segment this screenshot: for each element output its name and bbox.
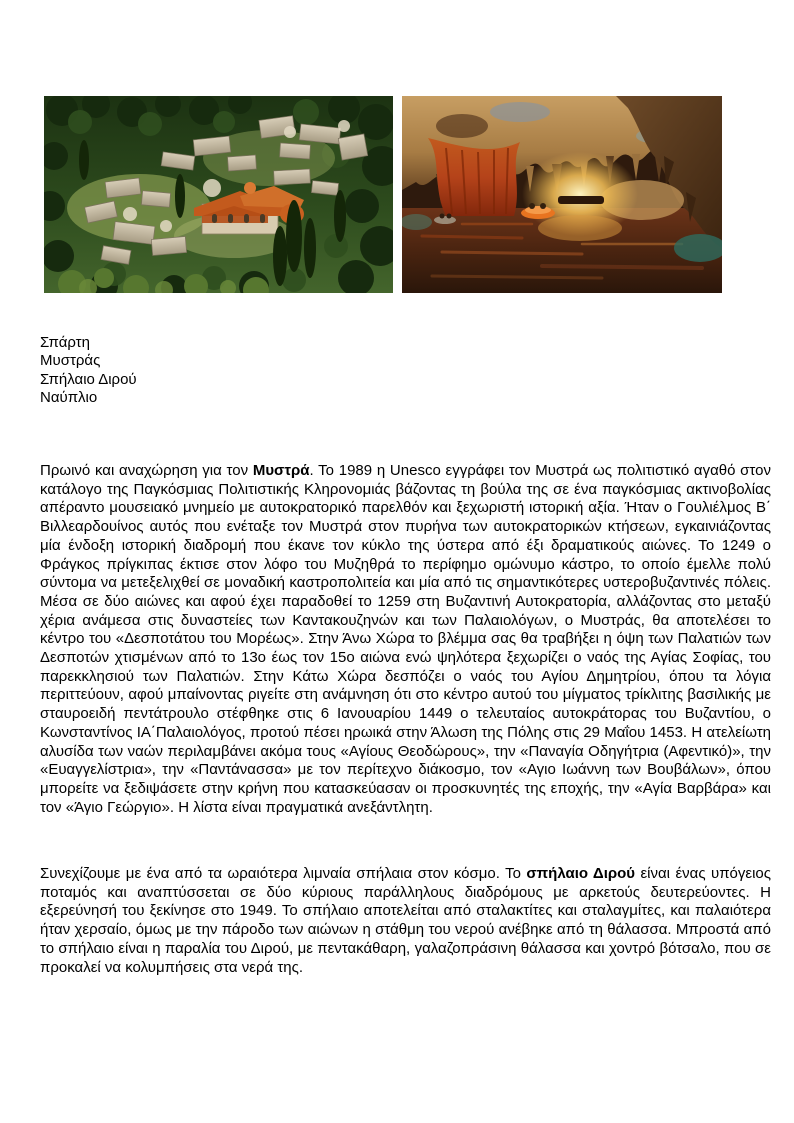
boat-silhouette [558, 196, 604, 204]
itinerary-list [40, 334, 137, 408]
list-item-sparti: Σπάρτη [40, 334, 90, 351]
mystras-aerial-photo [44, 96, 393, 293]
photo-row [44, 96, 722, 293]
list-item-nafplio: Ναύπλιο [40, 389, 98, 407]
list-item-spilaio-dirou: Σπήλαιο Διρού [40, 370, 137, 388]
paragraph-text: Συνεχίζουμε με ένα από τα ωραιότερα λιμναία σπήλαια στον κόσμο. Το [40, 865, 527, 882]
paragraph-text: . Το 1989 η Unesco εγγράφει τον Μυστρά ως πολιτιστικό αγαθό στον κατάλογο της Παγκόσμιας Πολιτιστικής Κληρονομιάς βάζοντας τη βούλα της σε ένα παγκόσμιας ακτινοβολίας απέραντο μουσειακό μνημείο με αυτοκρατορικό παρελθόν και ξεχωριστή ιστορική αξία. Ήταν ο Γουλιέλμος Β΄ Βιλλεαρδουίνος αυτός που ενέταξε τον Μυστρά στον πυρήνα των αυτοκρατορικών κτήσεων, εγκαινιάζοντας μία ένδοξη ιστορική διαδρομή που έκανε τον κύκλο της ύστερα από έξι δραματικούς αιώνες. Το 1249 ο Φράγκος πρίγκιπας έκτισε στον λόφο του Μυζηθρά το περίφημο ομώνυμο κάστρο, το οποίο έμελλε πολύ σύντομα να μετεξελιχθεί σε μοναδική καστροπολιτεία και μία από τις σημαντικότερες υστεροβυζαντινές πόλεις. Μέσα σε δύο αιώνες και αφού έχει παραδοθεί το 1259 στη Βυζαντινή Αυτοκρατορία, αλλάζοντας στο μεταξύ χέρια ανάμεσα στις δυναστείες των Καντακουζηνών και των Παλαιολόγων, ο Μυστράς, θα αποτελέσει το κέντρο του «Δεσποτάτου του Μορέως». Στην Άνω Χώρα το βλέμμα σας θα τραβήξει η όψη των Παλατιών των Δεσποτών χτισμένων από το 13ο έως τον 15ο αιώνα ενώ ψηλότερα ξεχωρίζει ο ναός της Αγίας Σοφίας, του παρεκκλησιού των Παλατιών. Στην Κάτω Χώρα δεσπόζει ο ναός του Αγίου Δημητρίου, όπου τα λόγια περιττεύουν, αφού μπαίνοντας ριγείτε στη ανάμνηση ότι στο κέντρο αυτού του μίγματος τρίκλιτης βασιλικής με σταυροειδή πεντάτρουλο στέφθηκε στις 6 Ιανουαρίου 1449 ο τελευταίος αυτοκράτορας του Βυζαντίου, ο Κωνσταντίνος ΙΑ΄Παλαιολόγος, προτού πέσει ηρωικά στην Άλωση της Πόλης στις 29 Μαΐου 1453. Η ατελείωτη αλυσίδα των ναών περιλαμβάνει ακόμα τους «Αγίους Θεοδώρους», την «Παναγία Οδηγήτρια (Αφεντικό)», την «Ευαγγελίστρια», την «Παντάνασσα» με τον περίτεχνο διάκοσμο, τον «Αγιο Ιωάννη των Βουβάλων», όπου μπορείτε να ξεδιψάσετε στην κρήνη που κατασκεύασαν οι προσκυνητές της εποχής, την «Αγία Βαρβάρα» και τον «Άγιο Γεώργιο». Η λίστα είναι πραγματικά ανεξάντλητη. [40, 462, 771, 816]
diros-cave-photo [402, 96, 722, 293]
bold-keyword-diros: σπήλαιο Διρού [526, 865, 636, 882]
bold-keyword-mystras: Μυστρά [252, 462, 310, 479]
paragraph-diros [40, 865, 771, 977]
ceiling-grey-patch [490, 102, 550, 122]
paragraph-text: Πρωινό και αναχώρηση για τον [40, 462, 253, 479]
ceiling-shadow-patch [436, 114, 488, 138]
list-item-mystras: Μυστράς [40, 352, 101, 370]
glow-reflection [538, 215, 622, 241]
paragraph-mystras [40, 462, 771, 817]
paragraph-text: είναι ένας υπόγειος ποταμός και αναπτύσσεται σε δύο κύριους παράλληλους διαδρόμους με αρκετούς δευτερεύοντες. Η εξερεύνησή του ξεκίνησε στο 1949. Το σπήλαιο αποτελείται από σταλακτίτες και σταλαγμίτες, και παλαιότερα ήταν χερσαίο, όμως με την πάροδο των αιώνων η στάθμη του νερού ανέβηκε από τη θάλασσα. Μπροστά από το σπήλαιο είναι η παραλία του Διρού, με πεντακάθαρη, γαλαζοπράσινη θάλασσα και χοντρό βότσαλο, που σε προκαλεί να κολυμπήσεις στα νερά της. [40, 865, 771, 976]
